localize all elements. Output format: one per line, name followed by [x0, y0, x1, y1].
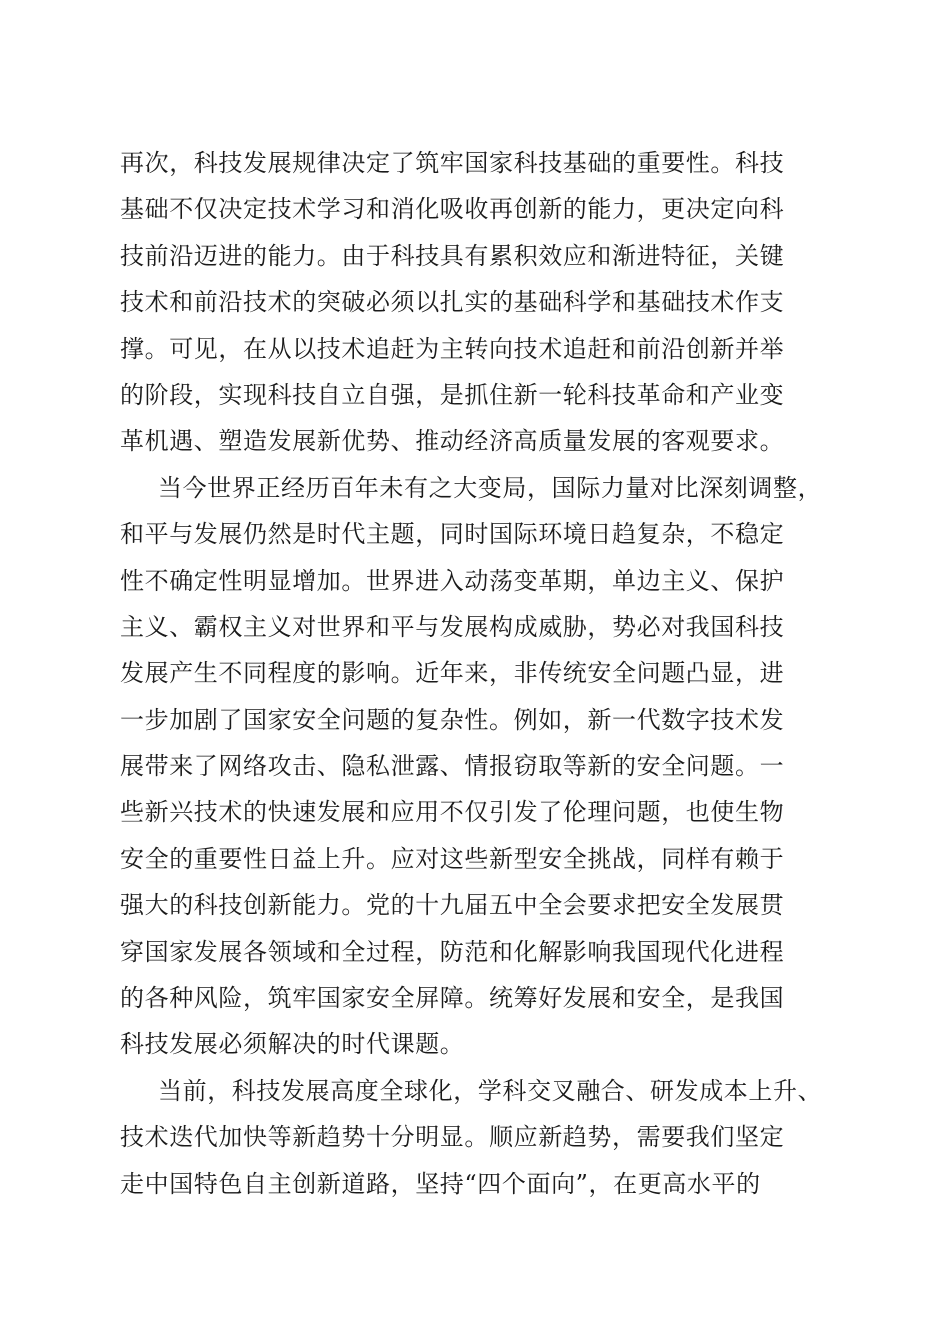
text-line: 撑。可见，在从以技术追赶为主转向技术追赶和前沿创新并举 [120, 334, 785, 363]
text-line: 走中国特色自主创新道路，坚持“四个面向”，在更高水平的 [120, 1169, 761, 1198]
text-line: 性不确定性明显增加。世界进入动荡变革期，单边主义、保护 [120, 566, 785, 595]
text-line: 展带来了网络攻击、隐私泄露、情报窃取等新的安全问题。一 [120, 752, 785, 781]
text-line: 基础不仅决定技术学习和消化吸收再创新的能力，更决定向科 [120, 195, 785, 224]
paragraph [120, 140, 840, 465]
text-line: 当今世界正经历百年未有之大变局，国际力量对比深刻调整， [158, 473, 823, 502]
text-line: 穿国家发展各领域和全过程，防范和化解影响我国现代化进程 [120, 937, 785, 966]
document-body [120, 140, 840, 1207]
text-line: 的阶段，实现科技自立自强，是抓住新一轮科技革命和产业变 [120, 380, 785, 409]
text-line: 和平与发展仍然是时代主题，同时国际环境日趋复杂，不稳定 [120, 520, 785, 549]
paragraph [120, 1068, 840, 1207]
text-line: 一步加剧了国家安全问题的复杂性。例如，新一代数字技术发 [120, 705, 785, 734]
text-line: 发展产生不同程度的影响。近年来，非传统安全问题凸显，进 [120, 659, 785, 688]
text-line: 技前沿迈进的能力。由于科技具有累积效应和渐进特征，关键 [120, 241, 785, 270]
text-line: 主义、霸权主义对世界和平与发展构成威胁，势必对我国科技 [120, 612, 785, 641]
text-line: 的各种风险，筑牢国家安全屏障。统筹好发展和安全，是我国 [120, 984, 785, 1013]
text-line: 些新兴技术的快速发展和应用不仅引发了伦理问题，也使生物 [120, 798, 785, 827]
text-line: 技术和前沿技术的突破必须以扎实的基础科学和基础技术作支 [120, 288, 785, 317]
text-line: 再次，科技发展规律决定了筑牢国家科技基础的重要性。科技 [120, 149, 785, 177]
text-line: 当前，科技发展高度全球化，学科交叉融合、研发成本上升、 [158, 1076, 823, 1105]
text-line: 安全的重要性日益上升。应对这些新型安全挑战，同样有赖于 [120, 844, 785, 873]
text-line: 科技发展必须解决的时代课题。 [120, 1030, 465, 1059]
paragraph [120, 465, 840, 1068]
text-line: 革机遇、塑造发展新优势、推动经济高质量发展的客观要求。 [120, 427, 785, 456]
text-line: 强大的科技创新能力。党的十九届五中全会要求把安全发展贯 [120, 891, 785, 920]
text-line: 技术迭代加快等新趋势十分明显。顺应新趋势，需要我们坚定 [120, 1123, 785, 1152]
